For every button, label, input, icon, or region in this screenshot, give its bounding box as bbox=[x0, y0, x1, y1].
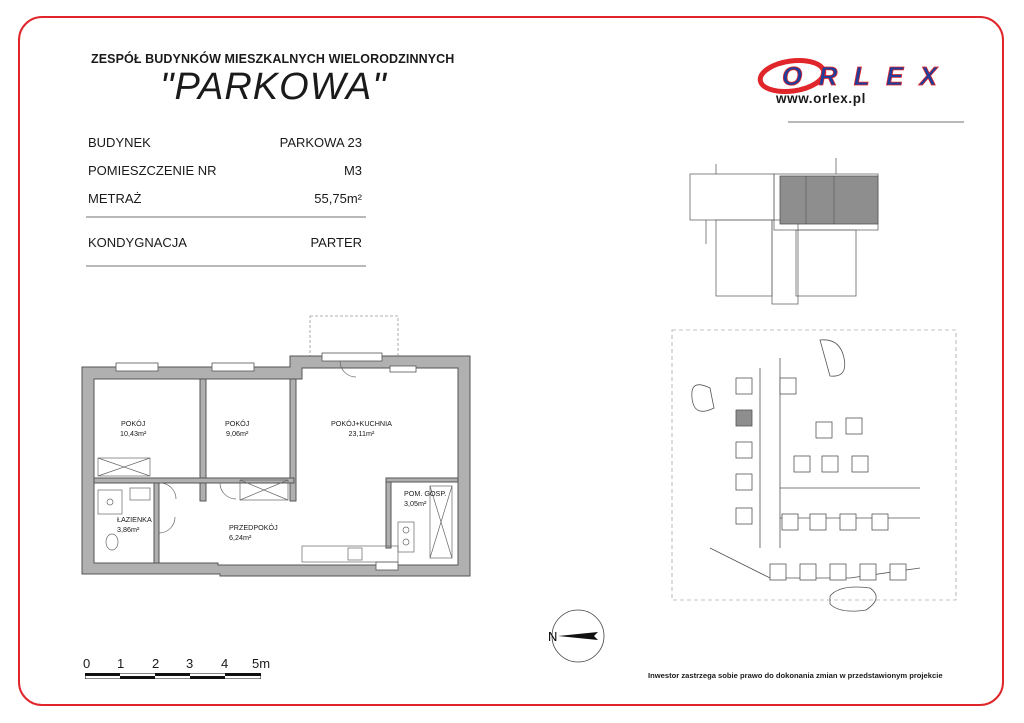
kitchen-stove bbox=[398, 522, 414, 552]
header-rule bbox=[788, 121, 964, 123]
highlighted-unit bbox=[780, 176, 878, 224]
kitchen-counter bbox=[302, 546, 398, 562]
unit-label: POMIESZCZENIE NR bbox=[88, 163, 217, 178]
floor-label: KONDYGNACJA bbox=[88, 235, 187, 250]
scale-label-0: 0 bbox=[83, 656, 91, 671]
wall-bedrooms-hall bbox=[94, 478, 294, 483]
highlighted-building bbox=[736, 410, 752, 426]
room-label-bathroom bbox=[117, 515, 152, 535]
scale-label-1: 1 bbox=[117, 656, 125, 671]
logo-url[interactable]: www.orlex.pl bbox=[776, 91, 866, 106]
room-label-living-kitchen bbox=[331, 419, 392, 439]
scale-label-3: 3 bbox=[186, 656, 194, 671]
window-kitchen bbox=[376, 562, 398, 570]
scale-label-4: 4 bbox=[221, 656, 229, 671]
room-area: 3,86m² bbox=[117, 525, 140, 534]
room-area: 23,11m² bbox=[348, 429, 375, 438]
shower bbox=[98, 490, 122, 514]
window-room1 bbox=[116, 363, 158, 371]
wall-storage-top bbox=[386, 478, 458, 482]
room-name: PRZEDPOKÓJ bbox=[229, 523, 278, 532]
room-label-pokoj-2 bbox=[225, 419, 249, 439]
compass-label: N bbox=[548, 629, 558, 644]
kitchen-sink bbox=[348, 548, 362, 560]
room-area: 3,05m² bbox=[404, 499, 427, 508]
door-room2 bbox=[220, 483, 236, 499]
unit-value: M3 bbox=[343, 163, 362, 178]
room-name: POM. GOSP. bbox=[404, 489, 447, 498]
bathroom-sink bbox=[130, 488, 150, 500]
room-area: 10,43m² bbox=[120, 429, 147, 438]
building-value: PARKOWA 23 bbox=[279, 135, 362, 150]
outer-wall bbox=[82, 356, 470, 576]
door-bath bbox=[159, 517, 175, 533]
wall-bath bbox=[154, 483, 159, 563]
room-label-pokoj-1 bbox=[120, 419, 146, 439]
window-living-2 bbox=[390, 366, 416, 372]
disclaimer: Inwestor zastrzega sobie prawo do dokonania zmian w przedstawionym projekcie bbox=[648, 671, 943, 680]
floor-plan bbox=[70, 308, 490, 588]
site-plan bbox=[670, 328, 960, 628]
project-name: "PARKOWA" bbox=[160, 66, 387, 108]
room-label-storage bbox=[404, 489, 446, 509]
north-arrow-icon bbox=[546, 606, 610, 666]
room-area: 6,24m² bbox=[229, 533, 252, 542]
scale-label-5: 5m bbox=[252, 656, 271, 671]
scale-label-2: 2 bbox=[152, 656, 160, 671]
room-area: 9,06m² bbox=[226, 429, 249, 438]
floor-value: PARTER bbox=[310, 235, 362, 250]
info-rule bbox=[86, 216, 366, 218]
area-value: 55,75m² bbox=[314, 191, 362, 206]
wall-storage bbox=[386, 478, 391, 548]
room-name: ŁAZIENKA bbox=[117, 515, 152, 524]
area-label: METRAŻ bbox=[88, 191, 142, 206]
scale-bar bbox=[85, 673, 261, 679]
building-label: BUDYNEK bbox=[88, 135, 151, 150]
window-living bbox=[322, 353, 382, 361]
scale-labels bbox=[80, 656, 280, 672]
door-room1 bbox=[160, 483, 176, 499]
window-room2 bbox=[212, 363, 254, 371]
room-name: POKÓJ bbox=[121, 419, 146, 428]
building-key-plan bbox=[686, 154, 882, 308]
toilet bbox=[106, 534, 118, 550]
logo-wordmark: ORLEX bbox=[782, 61, 937, 91]
complex-name: ZESPÓŁ BUDYNKÓW MIESZKALNYCH WIELORODZINNYCH bbox=[91, 52, 455, 66]
room-name: POKÓJ bbox=[225, 419, 250, 428]
room-name: POKÓJ+KUCHNIA bbox=[331, 419, 392, 428]
room-label-hallway bbox=[229, 523, 278, 543]
info-rule-bottom bbox=[86, 265, 366, 267]
